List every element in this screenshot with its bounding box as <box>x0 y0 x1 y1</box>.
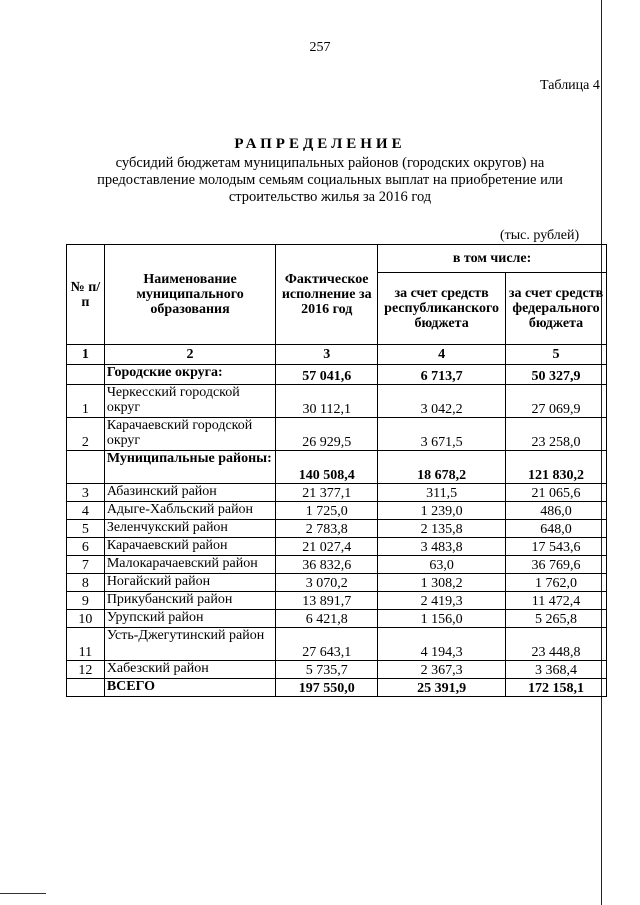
header-republic: за счет средств республиканского бюджета <box>378 273 506 345</box>
row-actual: 3 070,2 <box>276 574 378 592</box>
row-num: 6 <box>67 538 105 556</box>
row-federal: 27 069,9 <box>506 385 607 418</box>
table-row <box>67 574 607 592</box>
row-republic: 25 391,9 <box>378 679 506 697</box>
row-num: 5 <box>67 520 105 538</box>
row-name: Адыге-Хабльский район <box>104 502 275 520</box>
row-actual: 57 041,6 <box>276 365 378 385</box>
table-row <box>67 451 607 484</box>
table-row <box>67 679 607 697</box>
row-name: Абазинский район <box>104 484 275 502</box>
table-row <box>67 592 607 610</box>
table-row <box>67 484 607 502</box>
row-republic: 3 042,2 <box>378 385 506 418</box>
document-subtitle: субсидий бюджетам муниципальных районов (городских округов) на предоставление молодым семьям социальных выплат на приобретение или строительство жилья за 2016 год <box>97 155 563 205</box>
row-actual: 30 112,1 <box>276 385 378 418</box>
header-name: Наименование муниципального образования <box>104 245 275 345</box>
row-republic: 18 678,2 <box>378 451 506 484</box>
row-republic: 3 483,8 <box>378 538 506 556</box>
table-row <box>67 385 607 418</box>
col-number-4: 4 <box>378 345 506 365</box>
row-federal: 23 448,8 <box>506 628 607 661</box>
row-num <box>67 679 105 697</box>
header-federal: за счет средств федерального бюджета <box>506 273 607 345</box>
page-number: 257 <box>309 40 331 55</box>
row-republic: 1 308,2 <box>378 574 506 592</box>
row-name: Муниципальные районы: <box>104 451 275 484</box>
row-republic: 2 367,3 <box>378 661 506 679</box>
table-row <box>67 538 607 556</box>
row-name: Городские округа: <box>104 365 275 385</box>
table-row <box>67 556 607 574</box>
row-federal: 5 265,8 <box>506 610 607 628</box>
row-republic: 1 239,0 <box>378 502 506 520</box>
row-name: Ногайский район <box>104 574 275 592</box>
header-num: № п/п <box>67 245 105 345</box>
table-row <box>67 661 607 679</box>
row-actual: 21 377,1 <box>276 484 378 502</box>
header-including: в том числе: <box>378 245 607 273</box>
document-title: РАПРЕДЕЛЕНИЕ <box>234 136 406 152</box>
row-republic: 4 194,3 <box>378 628 506 661</box>
row-actual: 1 725,0 <box>276 502 378 520</box>
row-name: Карачаевский район <box>104 538 275 556</box>
subsidy-table <box>66 244 607 697</box>
row-federal: 50 327,9 <box>506 365 607 385</box>
row-federal: 486,0 <box>506 502 607 520</box>
row-federal: 1 762,0 <box>506 574 607 592</box>
row-republic: 311,5 <box>378 484 506 502</box>
row-num: 9 <box>67 592 105 610</box>
row-num: 2 <box>67 418 105 451</box>
row-federal: 17 543,6 <box>506 538 607 556</box>
row-federal: 172 158,1 <box>506 679 607 697</box>
row-federal: 21 065,6 <box>506 484 607 502</box>
row-actual: 13 891,7 <box>276 592 378 610</box>
row-federal: 3 368,4 <box>506 661 607 679</box>
row-federal: 36 769,6 <box>506 556 607 574</box>
row-num <box>67 365 105 385</box>
row-num <box>67 451 105 484</box>
row-actual: 36 832,6 <box>276 556 378 574</box>
row-republic: 6 713,7 <box>378 365 506 385</box>
row-actual: 26 929,5 <box>276 418 378 451</box>
row-federal: 648,0 <box>506 520 607 538</box>
row-name: ВСЕГО <box>104 679 275 697</box>
row-republic: 1 156,0 <box>378 610 506 628</box>
row-actual: 140 508,4 <box>276 451 378 484</box>
row-name: Урупский район <box>104 610 275 628</box>
row-num: 1 <box>67 385 105 418</box>
table-row <box>67 610 607 628</box>
table-row <box>67 502 607 520</box>
row-republic: 63,0 <box>378 556 506 574</box>
footer-rule <box>0 893 46 894</box>
units-note: (тыс. рублей) <box>500 228 580 243</box>
col-number-1: 1 <box>67 345 105 365</box>
table-row <box>67 520 607 538</box>
row-name: Черкесский городской округ <box>104 385 275 418</box>
table-row <box>67 365 607 385</box>
row-actual: 27 643,1 <box>276 628 378 661</box>
row-federal: 23 258,0 <box>506 418 607 451</box>
row-federal: 11 472,4 <box>506 592 607 610</box>
row-num: 8 <box>67 574 105 592</box>
row-name: Усть-Джегутинский район <box>104 628 275 661</box>
row-name: Зеленчукский район <box>104 520 275 538</box>
row-actual: 21 027,4 <box>276 538 378 556</box>
row-name: Хабезский район <box>104 661 275 679</box>
row-republic: 2 419,3 <box>378 592 506 610</box>
row-num: 4 <box>67 502 105 520</box>
row-num: 11 <box>67 628 105 661</box>
col-number-2: 2 <box>104 345 275 365</box>
row-name: Прикубанский район <box>104 592 275 610</box>
table-label: Таблица 4 <box>540 78 600 93</box>
row-num: 10 <box>67 610 105 628</box>
row-republic: 2 135,8 <box>378 520 506 538</box>
row-actual: 5 735,7 <box>276 661 378 679</box>
table-row <box>67 628 607 661</box>
row-actual: 6 421,8 <box>276 610 378 628</box>
header-actual: Фактическое исполнение за 2016 год <box>276 245 378 345</box>
row-actual: 2 783,8 <box>276 520 378 538</box>
row-federal: 121 830,2 <box>506 451 607 484</box>
col-number-3: 3 <box>276 345 378 365</box>
col-number-5: 5 <box>506 345 607 365</box>
row-num: 3 <box>67 484 105 502</box>
row-name: Малокарачаевский район <box>104 556 275 574</box>
row-num: 7 <box>67 556 105 574</box>
row-num: 12 <box>67 661 105 679</box>
table-row <box>67 418 607 451</box>
row-name: Карачаевский городской округ <box>104 418 275 451</box>
row-republic: 3 671,5 <box>378 418 506 451</box>
row-actual: 197 550,0 <box>276 679 378 697</box>
